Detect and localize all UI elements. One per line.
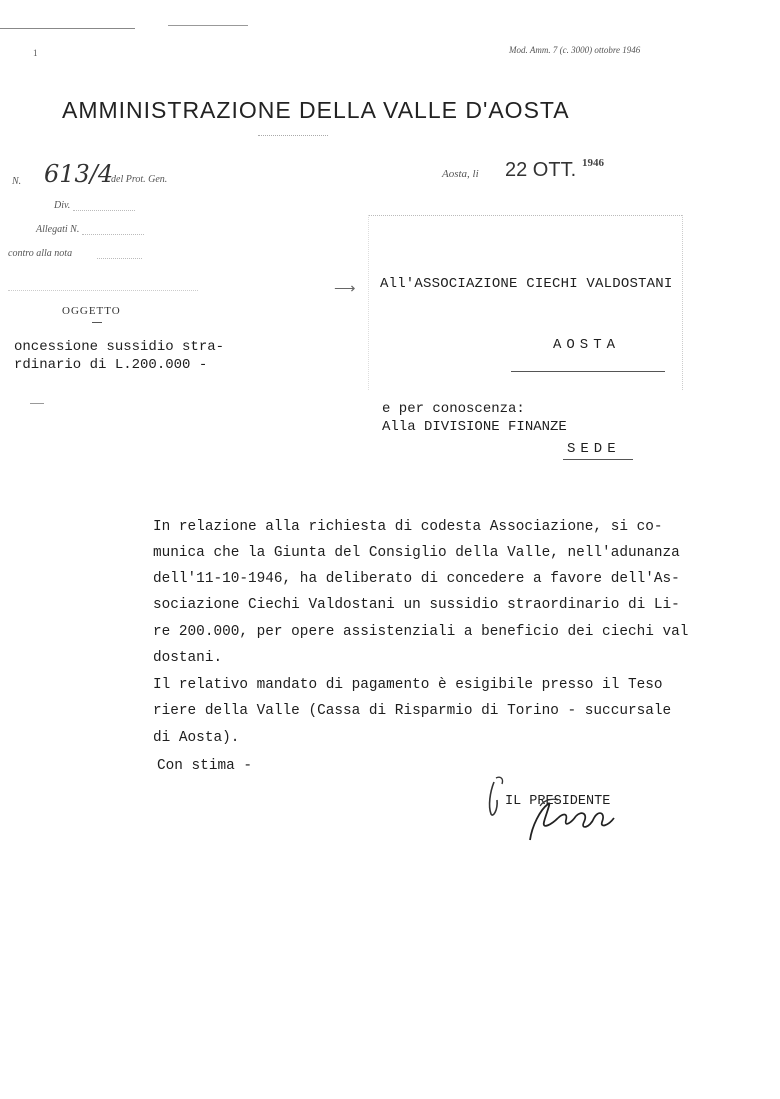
subject-line: oncessione sussidio stra-	[14, 339, 225, 355]
top-rule	[0, 28, 135, 29]
body-line: dostani.	[153, 650, 223, 666]
letterhead-title: AMMINISTRAZIONE DELLA VALLE D'AOSTA	[62, 97, 570, 123]
cc-city-underline	[563, 459, 633, 460]
protocol-general-label: del Prot. Gen.	[111, 174, 168, 185]
subject-label: OGGETTO	[62, 305, 121, 317]
arrow-icon: ⟶	[334, 281, 356, 297]
reply-to-note-label: contro alla nota	[8, 248, 73, 259]
body-line: riere della Valle (Cassa di Risparmio di Torino - succursale	[153, 703, 672, 719]
cc-intro: e per conoscenza:	[382, 401, 525, 417]
body-line: Il relativo mandato di pagamento è esigibile presso il Teso	[153, 677, 663, 693]
closing-line: Con stima -	[157, 758, 252, 774]
body-line: di Aosta).	[153, 730, 240, 746]
margin-mark	[30, 403, 44, 404]
division-field	[73, 200, 135, 211]
body-line: sociazione Ciechi Valdostani un sussidio straordinario di Li-	[153, 597, 680, 613]
top-rule	[168, 25, 248, 26]
attachments-field	[82, 224, 144, 235]
address-box-border	[368, 215, 369, 390]
division-label: Div.	[54, 200, 71, 211]
attachments-label: Allegati N.	[36, 224, 80, 235]
body-line: re 200.000, per opere assistenziali a beneficio dei ciechi val	[153, 624, 689, 640]
form-reference: Mod. Amm. 7 (c. 3000) ottobre 1946	[509, 45, 641, 55]
body-line: munica che la Giunta del Consiglio della Valle, nell'adunanza	[153, 545, 680, 561]
protocol-number: 613/4	[44, 160, 114, 188]
recipient-name: All'ASSOCIAZIONE CIECHI VALDOSTANI	[380, 276, 673, 292]
address-box-border	[682, 215, 683, 390]
body-line: In relazione alla richiesta di codesta Associazione, si co-	[153, 519, 663, 535]
subject-line: rdinario di L.200.000 -	[14, 357, 208, 373]
cc-recipient: Alla DIVISIONE FINANZE	[382, 419, 567, 435]
recipient-city-underline	[511, 371, 665, 372]
address-box-border	[368, 215, 682, 216]
letterhead-rule	[258, 135, 328, 136]
recipient-city: AOSTA	[553, 337, 621, 353]
cc-city: SEDE	[567, 441, 621, 457]
date-year: 1946	[582, 157, 604, 169]
subject-dash	[92, 322, 102, 323]
signatory-title: IL PRESIDENTE	[505, 794, 611, 809]
protocol-number-label: N.	[12, 176, 22, 187]
body-line: dell'11-10-1946, ha deliberato di concedere a favore dell'As-	[153, 571, 680, 587]
left-separator	[8, 290, 198, 291]
reply-to-note-field	[97, 248, 142, 259]
handwritten-signature	[482, 770, 622, 850]
place-date-label: Aosta, li	[442, 168, 479, 180]
page-mark: 1	[33, 48, 38, 58]
date-stamp: 22 OTT.	[505, 159, 577, 181]
